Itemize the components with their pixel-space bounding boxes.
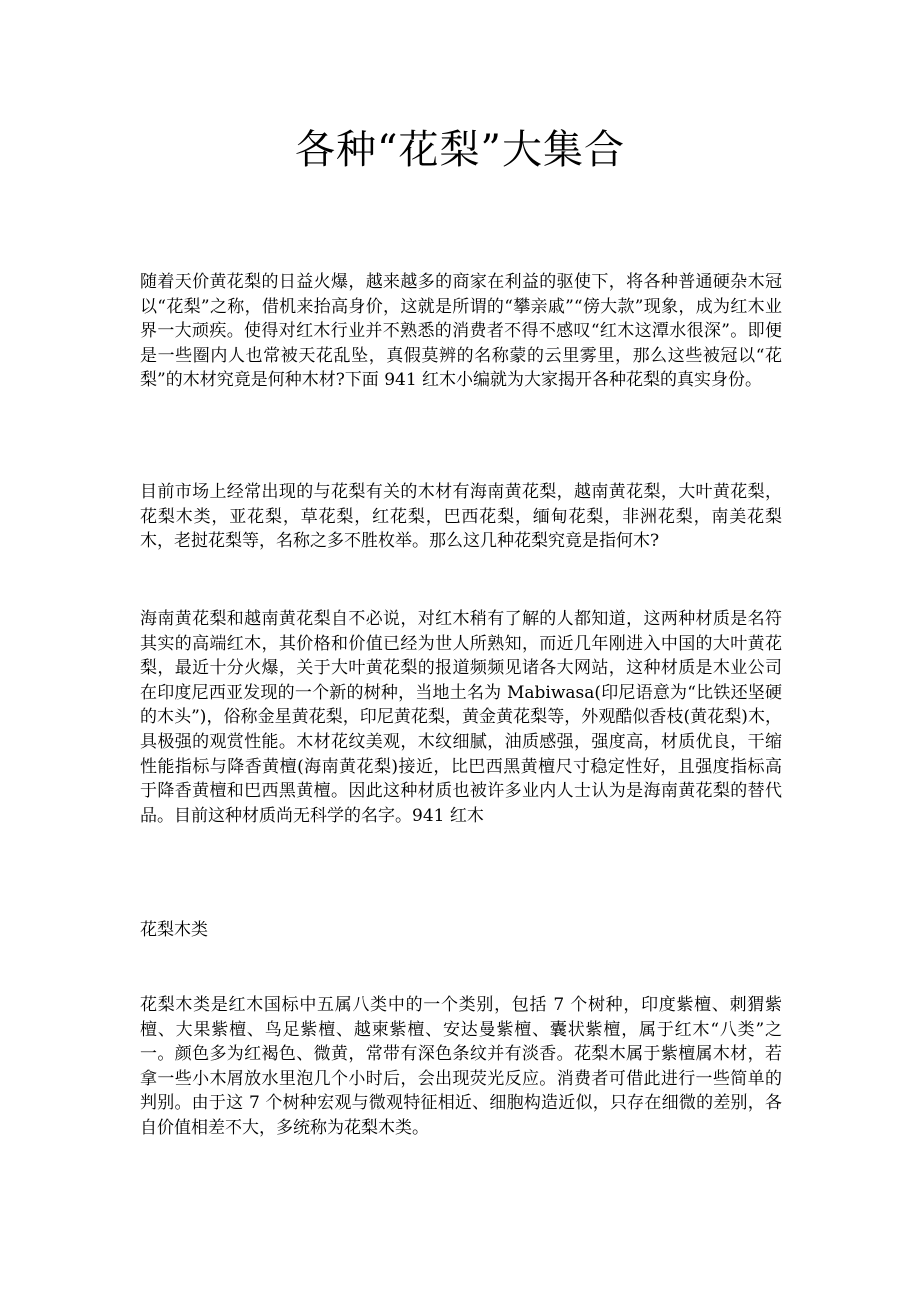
section-heading: 花梨木类 <box>140 920 208 940</box>
market-overview-paragraph: 目前市场上经常出现的与花梨有关的木材有海南黄花梨，越南黄花梨，大叶黄花梨，花梨木类，亚花梨，草花梨，红花梨，巴西花梨，缅甸花梨，非洲花梨，南美花梨木，老挝花梨等，名称之多不胜枚举。那么这几种花梨究竟是指何木? <box>140 482 782 552</box>
intro-paragraph: 随着天价黄花梨的日益火爆，越来越多的商家在利益的驱使下，将各种普通硬杂木冠以“花梨”之称，借机来抬高身价，这就是所谓的“攀亲戚”“傍大款”现象，成为红木业界一大顽疾。使得对红木行业并不熟悉的消费者不得不感叹“红木这潭水很深”。即便是一些圈内人也常被天花乱坠，真假莫辨的名称蒙的云里雾里，那么这些被冠以“花梨”的木材究竟是何种木材?下面 941 红木小编就为大家揭开各种花梨的真实身份。 <box>140 272 782 391</box>
document-title: 各种“花梨”大集合 <box>295 127 625 173</box>
huanghuali-paragraph: 海南黄花梨和越南黄花梨自不必说，对红木稍有了解的人都知道，这两种材质是名符其实的高端红木，其价格和价值已经为世人所熟知，而近几年刚进入中国的大叶黄花梨，最近十分火爆，关于大叶黄花梨的报道频频见诸各大网站，这种材质是木业公司在印度尼西亚发现的一个新的树种，当地土名为 Mabiwasa(印尼语意为“比铁还坚硬的木头”)，俗称金星黄花梨，印尼黄花梨，黄金黄花梨等，外观酷似香枝(黄花梨)木，具极强的观赏性能。木材花纹美观，木纹细腻，油质感强，强度高，材质优良，干缩性能指标与降香黄檀(海南黄花梨)接近，比巴西黑黄檀尺寸稳定性好，且强度指标高于降香黄檀和巴西黑黄檀。因此这种材质也被许多业内人士认为是海南黄花梨的替代品。目前这种材质尚无科学的名字。941 红木 <box>140 609 782 826</box>
hualimu-paragraph: 花梨木类是红木国标中五属八类中的一个类别，包括 7 个树种，印度紫檀、刺猬紫檀、大果紫檀、鸟足紫檀、越柬紫檀、安达曼紫檀、囊状紫檀，属于红木“八类”之一。颜色多为红褐色、微黄，常带有深色条纹并有淡香。花梨木属于紫檀属木材，若拿一些小木屑放水里泡几个小时后，会出现荧光反应。消费者可借此进行一些简单的判别。由于这 7 个树种宏观与微观特征相近、细胞构造近似，只存在细微的差别，各自价值相差不大，多统称为花梨木类。 <box>140 995 782 1138</box>
